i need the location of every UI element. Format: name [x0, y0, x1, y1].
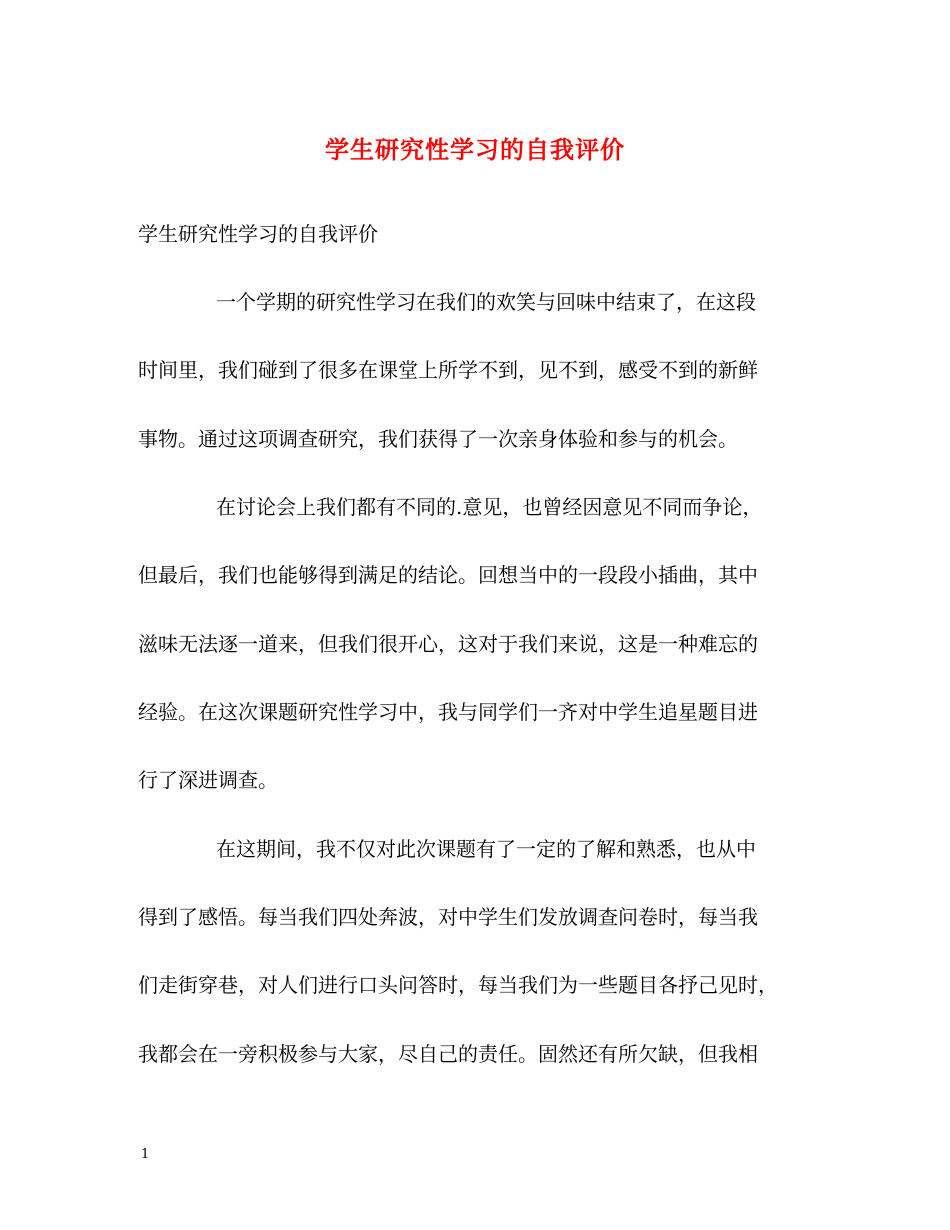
paragraph-line: 得到了感悟。每当我们四处奔波，对中学生们发放调查问卷时，每当我: [138, 905, 758, 929]
document-subtitle: 学生研究性学习的自我评价: [138, 222, 378, 246]
paragraph-line: 滋味无法逐一道来，但我们很开心，这对于我们来说，这是一种难忘的: [138, 632, 758, 656]
paragraph-line: 一个学期的研究性学习在我们的欢笑与回味中结束了，在这段: [216, 290, 756, 314]
document-title: 学生研究性学习的自我评价: [325, 135, 625, 164]
paragraph-line: 事物。通过这项调查研究，我们获得了一次亲身体验和参与的机会。: [138, 427, 738, 451]
paragraph-line: 时间里，我们碰到了很多在课堂上所学不到，见不到，感受不到的新鲜: [138, 358, 758, 382]
paragraph-line: 但最后，我们也能够得到满足的结论。回想当中的一段段小插曲，其中: [138, 563, 758, 587]
paragraph-line: 行了深进调查。: [138, 768, 278, 792]
paragraph-line: 在这期间，我不仅对此次课题有了一定的了解和熟悉，也从中: [216, 837, 756, 861]
paragraph-line: 在讨论会上我们都有不同的.意见，也曾经因意见不同而争论，: [216, 495, 763, 519]
paragraph-line: 我都会在一旁积极参与大家，尽自己的责任。固然还有所欠缺，但我相: [138, 1042, 758, 1066]
paragraph-line: 们走街穿巷，对人们进行口头问答时，每当我们为一些题目各抒己见时，: [138, 973, 778, 997]
paragraph-line: 经验。在这次课题研究性学习中，我与同学们一齐对中学生追星题目进: [138, 700, 758, 724]
page-number: 1: [141, 1147, 150, 1162]
